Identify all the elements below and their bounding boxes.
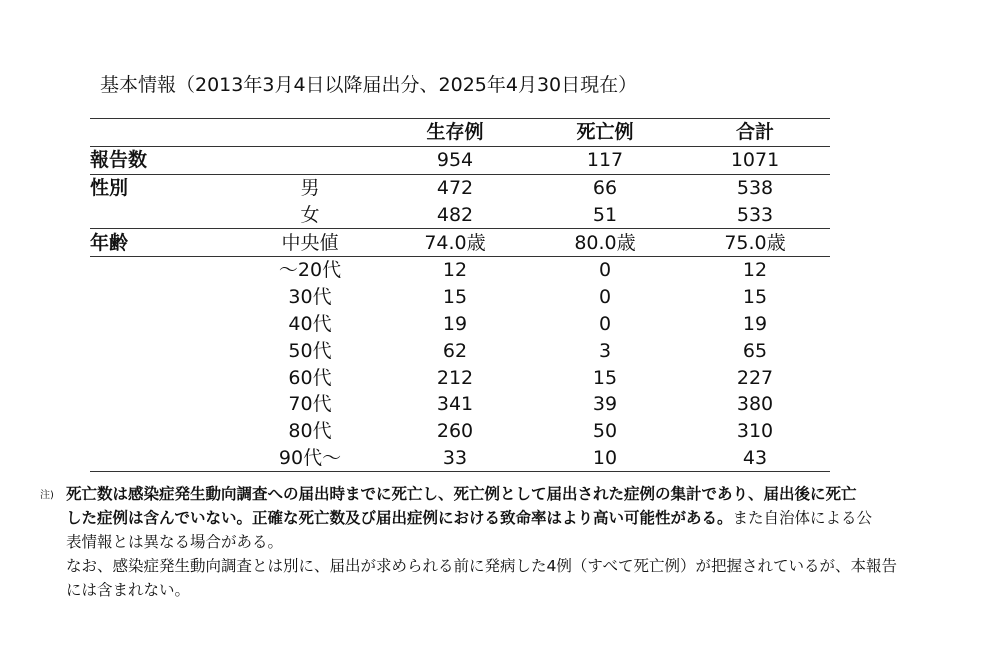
cell-value: 15 <box>742 286 768 309</box>
table-row-age-70s <box>90 391 830 418</box>
cell-value: 472 <box>436 176 474 199</box>
table-header-row <box>90 119 830 147</box>
cell-value: 15 <box>592 366 618 389</box>
row-label-report-count: 報告数 <box>90 149 148 172</box>
cell-value: 260 <box>436 420 474 443</box>
cell-value: 341 <box>436 393 474 416</box>
cell-value: 0 <box>598 259 612 282</box>
table-row-median <box>90 229 830 257</box>
cell-value: 538 <box>736 176 774 199</box>
header-blank <box>90 119 240 147</box>
cell-value: 0 <box>598 286 612 309</box>
cell-value: 10 <box>592 446 618 469</box>
sub-label-median: 中央値 <box>281 231 339 254</box>
basic-info-table <box>90 118 830 472</box>
cell-value: 19 <box>442 312 468 335</box>
cell-value: 3 <box>598 339 612 362</box>
cell-value: 80.0歳 <box>574 231 636 254</box>
cell-value: 33 <box>442 446 468 469</box>
sub-label-age: 30代 <box>288 286 332 309</box>
cell-value: 65 <box>742 339 768 362</box>
cell-value: 74.0歳 <box>424 231 486 254</box>
header-blank <box>240 119 380 147</box>
sub-label-age: 40代 <box>288 312 332 335</box>
sub-label-female: 女 <box>300 203 320 226</box>
footnote-text: には含まれない。 <box>66 581 191 599</box>
table-row-age-40s <box>90 311 830 338</box>
table-row-age-50s <box>90 337 830 364</box>
row-label-sex: 性別 <box>90 176 129 199</box>
cell-value: 12 <box>442 259 468 282</box>
cell-value: 66 <box>592 176 618 199</box>
cell-value: 533 <box>736 203 774 226</box>
table-row-male <box>90 174 830 201</box>
cell-value: 0 <box>598 312 612 335</box>
cell-value: 482 <box>436 203 474 226</box>
col-header-total: 合計 <box>735 121 774 144</box>
sub-label-age: ～20代 <box>278 259 342 282</box>
cell-value: 15 <box>442 286 468 309</box>
footnote-text: なお、感染症発生動向調査とは別に、届出が求められる前に発病した4例（すべて死亡例）が把握されているが、本報告 <box>66 557 898 575</box>
cell-value: 39 <box>592 393 618 416</box>
cell-value: 75.0歳 <box>724 231 786 254</box>
sub-label-age: 60代 <box>288 366 332 389</box>
col-header-dead: 死亡例 <box>576 121 634 144</box>
cell-value: 51 <box>592 203 618 226</box>
page-title: 基本情報（2013年3月4日以降届出分、2025年4月30日現在） <box>100 74 638 96</box>
sub-label-male: 男 <box>300 176 320 199</box>
cell-value: 62 <box>442 339 468 362</box>
cell-value: 43 <box>742 446 768 469</box>
table-row-age-20s <box>90 256 830 283</box>
col-header-survived: 生存例 <box>426 121 484 144</box>
cell-value: 19 <box>742 312 768 335</box>
sub-label-age: 70代 <box>288 393 332 416</box>
row-label-age: 年齢 <box>90 231 129 254</box>
cell-value: 310 <box>736 420 774 443</box>
footnote <box>40 482 970 602</box>
footnote-text: 表情報とは異なる場合がある。 <box>66 533 284 551</box>
table-row-report-count <box>90 146 830 174</box>
cell-value: 954 <box>436 149 474 172</box>
footnote-bold-line: した症例は含んでいない。正確な死亡数及び届出症例における致命率はより高い可能性がある。 <box>66 509 733 527</box>
footnote-text: また自治体による公 <box>732 509 873 527</box>
table-row-age-80s <box>90 418 830 445</box>
sub-label-age: 90代～ <box>278 446 342 469</box>
table-row-age-30s <box>90 284 830 311</box>
cell-value: 12 <box>742 259 768 282</box>
table-row-female <box>90 201 830 228</box>
table-row-age-90s <box>90 445 830 472</box>
cell-value: 380 <box>736 393 774 416</box>
cell-value: 117 <box>586 149 624 172</box>
footnote-bold-line: 死亡数は感染症発生動向調査への届出時までに死亡し、死亡例として届出された症例の集計であり、届出後に死亡 <box>66 485 857 503</box>
cell-value: 1071 <box>730 149 780 172</box>
footnote-mark: 注) <box>40 490 54 501</box>
sub-label-age: 50代 <box>288 339 332 362</box>
cell-value: 212 <box>436 366 474 389</box>
table-row-age-60s <box>90 364 830 391</box>
cell-value: 50 <box>592 420 618 443</box>
cell-value: 227 <box>736 366 774 389</box>
sub-label-age: 80代 <box>288 420 332 443</box>
